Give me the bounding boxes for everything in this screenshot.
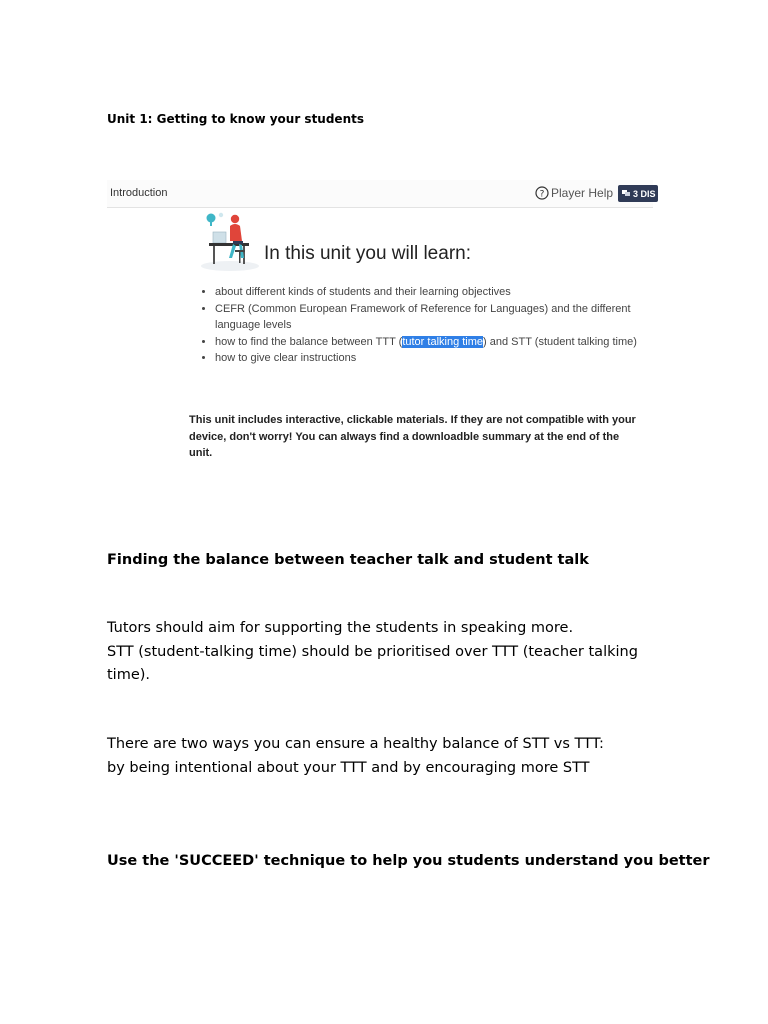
discussion-badge-label: 3 DIS [633,188,656,199]
objectives-list [203,284,655,367]
interactive-materials-note: This unit includes interactive, clickable materials. If they are not compatible with your device, don't worry! You can always find a downloadble summary at the end of the unit. [189,414,636,459]
paragraph-line: Tutors should aim for supporting the students in speaking more. [107,620,574,636]
player-help-link [535,185,613,201]
paragraph-line: STT (student-talking time) should be prioritised over TTT (teacher talking time). [107,643,638,683]
svg-text:?: ? [539,189,545,200]
introduction-tab: Introduction [110,187,168,199]
question-circle-icon [535,186,549,200]
person-at-desk-illustration [199,210,261,277]
section-heading-balance: Finding the balance between teacher talk and student talk [107,552,589,568]
course-player-toolbar [107,180,656,208]
objective-text: ) and STT (student talking time) [483,335,637,348]
chat-bubbles-icon [622,189,633,199]
unit-title: Unit 1: Getting to know your students [107,112,364,126]
discussion-badge [618,185,658,202]
paragraph-line: There are two ways you can ensure a healthy balance of STT vs TTT: [107,736,604,752]
player-help-label: Player Help [551,186,614,200]
objective-item: • CEFR (Common European Framework of Reference for Languages) and the different language levels [215,301,655,334]
objective-text: how to find the balance between TTT ( [215,335,403,348]
section-heading-succeed: Use the 'SUCCEED' technique to help you students understand you better [107,853,710,869]
objective-item: • how to give clear instructions [215,350,655,367]
objective-item [215,334,655,351]
learn-heading: In this unit you will learn: [264,243,471,264]
paragraph-balance-ways [107,733,647,780]
highlighted-text: tutor talking time [402,335,484,348]
objective-item: • about different kinds of students and their learning objectives [215,284,655,301]
embedded-course-screenshot [107,180,656,470]
paragraph-stt-priority [107,617,647,688]
paragraph-line: by being intentional about your TTT and by encouraging more STT [107,759,590,776]
